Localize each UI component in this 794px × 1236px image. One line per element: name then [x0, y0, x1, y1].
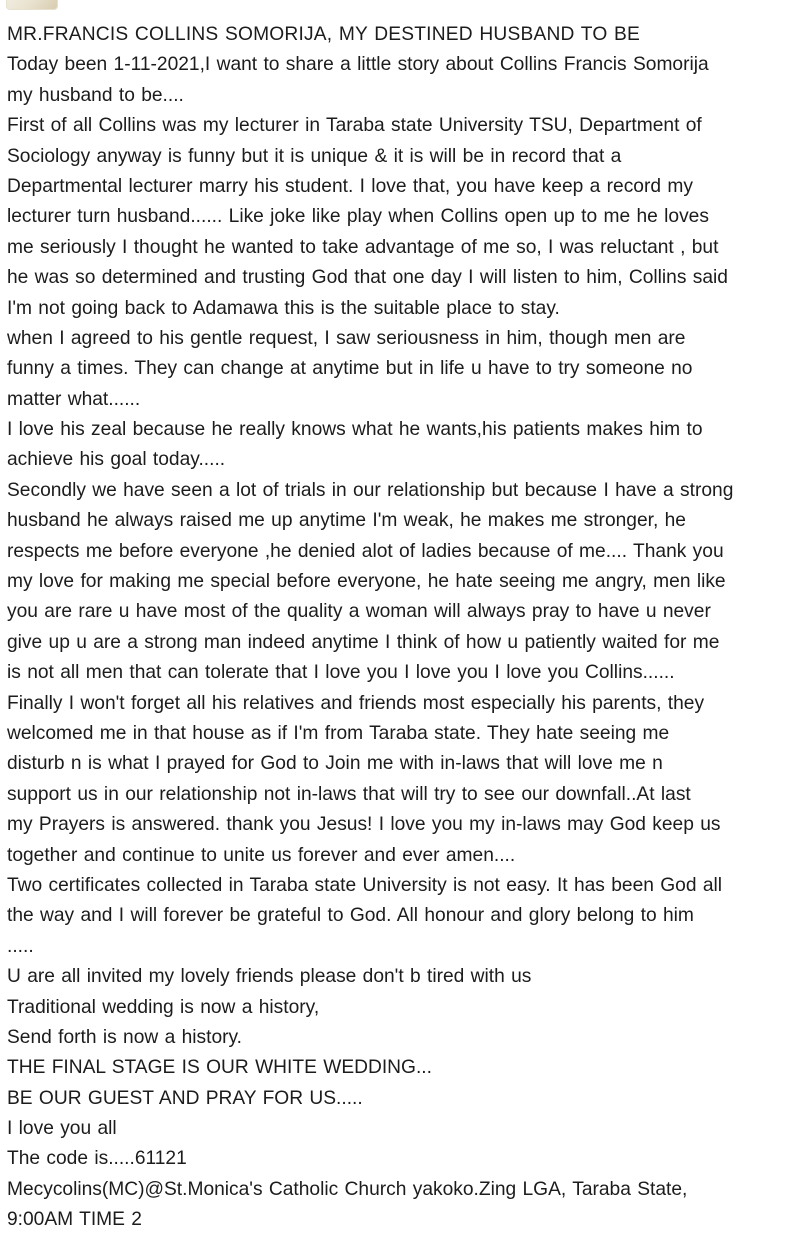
post-text-line: The code is.....61121	[7, 1148, 187, 1170]
post-text-line: First of all Collins was my lecturer in Taraba state University TSU, Department of	[7, 115, 702, 137]
post-text-line: you are rare u have most of the quality a woman will always pray to have u never	[7, 601, 711, 623]
post-text-line: Sociology anyway is funny but it is unique & it is will be in record that a	[7, 145, 622, 167]
post-text-line: BE OUR GUEST AND PRAY FOR US.....	[7, 1087, 363, 1109]
post-text-line: Departmental lecturer marry his student. I love that, you have keep a record my	[7, 175, 693, 197]
post-text-line: lecturer turn husband...... Like joke like play when Collins open up to me he loves	[7, 206, 709, 228]
post-text-line: my love for making me special before everyone, he hate seeing me angry, men like	[7, 571, 726, 593]
post-text-line: husband he always raised me up anytime I'm weak, he makes me stronger, he	[7, 510, 686, 532]
post-text-line: Traditional wedding is now a history,	[7, 996, 320, 1018]
post-text-line: give up u are a strong man indeed anytime I think of how u patiently waited for me	[7, 631, 720, 653]
post-text-line: respects me before everyone ,he denied alot of ladies because of me.... Thank you	[7, 540, 724, 562]
post-text-line: Send forth is now a history.	[7, 1026, 243, 1048]
post-text-line: I love you all	[7, 1118, 117, 1140]
post-text-line: me seriously I thought he wanted to take advantage of me so, I was reluctant , but	[7, 236, 719, 258]
post-text-line: Today been 1-11-2021,I want to share a little story about Collins Francis Somorija	[7, 54, 709, 76]
post-text-line: funny a times. They can change at anytime but in life u have to try someone no	[7, 358, 693, 380]
post-text-line: my husband to be....	[7, 84, 184, 106]
post-text-line: Two certificates collected in Taraba state University is not easy. It has been God all	[7, 874, 723, 896]
post-text-line: support us in our relationship not in-laws that will try to see our downfall..At last	[7, 783, 691, 805]
post-text-line: Mecycolins(MC)@St.Monica's Catholic Church yakoko.Zing LGA, Taraba State,	[7, 1178, 688, 1200]
post-title: MR.FRANCIS COLLINS SOMORIJA, MY DESTINED HUSBAND TO BE	[7, 24, 640, 45]
post-text-line: Finally I won't forget all his relatives and friends most especially his parents, they	[7, 692, 705, 714]
post-text-line: .....	[7, 935, 34, 957]
post-text-line: disturb n is what I prayed for God to Join me with in-laws that will love me n	[7, 753, 663, 775]
post-text-line: my Prayers is answered. thank you Jesus! I love you my in-laws may God keep us	[7, 814, 721, 836]
post-text-line: Secondly we have seen a lot of trials in our relationship but because I have a strong	[7, 479, 734, 501]
post-text-line: THE FINAL STAGE IS OUR WHITE WEDDING...	[7, 1057, 432, 1079]
post-text-line: is not all men that can tolerate that I love you I love you I love you Collins......	[7, 662, 675, 684]
post-body	[7, 20, 782, 1231]
post-text-line: U are all invited my lovely friends please don't b tired with us	[7, 966, 532, 988]
post-text-line: 9:00AM TIME 2	[7, 1209, 142, 1231]
post-text-line: the way and I will forever be grateful to God. All honour and glory belong to him	[7, 905, 694, 927]
post-text-line: matter what......	[7, 388, 141, 410]
post-image-thumbnail[interactable]	[6, 0, 58, 10]
post-text-line: when I agreed to his gentle request, I saw seriousness in him, though men are	[7, 327, 686, 349]
post-text-line: I'm not going back to Adamawa this is the suitable place to stay.	[7, 297, 560, 319]
post-text-line: achieve his goal today.....	[7, 449, 226, 471]
post-text-line: welcomed me in that house as if I'm from Taraba state. They hate seeing me	[7, 722, 670, 744]
post-text-line: he was so determined and trusting God that one day I will listen to him, Collins said	[7, 267, 728, 289]
post-text-line: together and continue to unite us forever and ever amen....	[7, 844, 516, 866]
post-text-line: I love his zeal because he really knows what he wants,his patients makes him to	[7, 419, 703, 441]
